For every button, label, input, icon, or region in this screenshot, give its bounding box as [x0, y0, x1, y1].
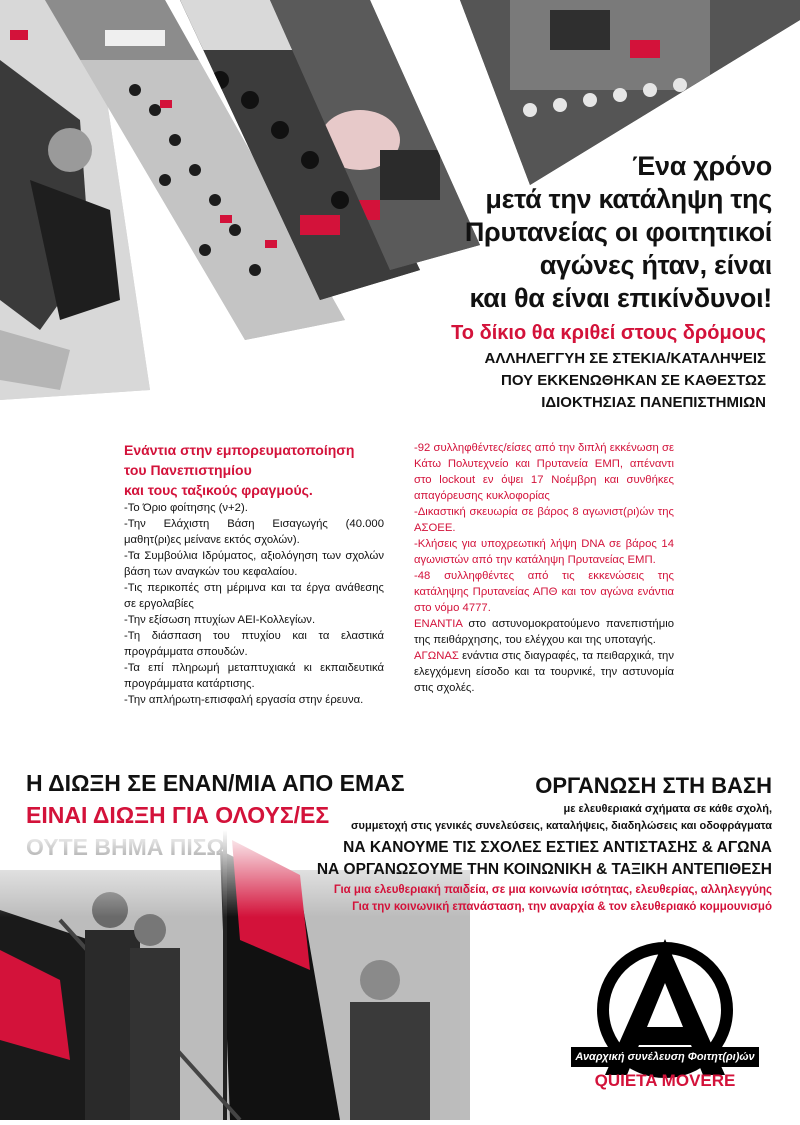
solidarity-line: ΑΛΛΗΛΕΓΓΥΗ ΣΕ ΣΤΕΚΙΑ/ΚΑΤΑΛΗΨΕΙΣ	[484, 350, 766, 367]
solidarity-line: ΠΟΥ ΕΚΚΕΝΩΘΗΚΑΝ ΣΕ ΚΑΘΕΣΤΩΣ	[501, 372, 766, 389]
list-item: -Τα επί πληρωμή μεταπτυχιακά κι εκπαιδευτικά προγράμματα κατάρτισης.	[124, 662, 384, 690]
prosecution-item: -92 συλληφθέντες/είσες από την διπλή εκκένωση σε Κάτω Πολυτεχνείο και Πρυτανεία ΕΜΠ, απέναντι στο lockout εν όψει 17 Νοέμβρη και συνθήκες απαγόρευσης κυκλοφορίας	[414, 442, 674, 502]
agonas-paragraph	[414, 648, 674, 696]
logo-banner	[571, 1047, 759, 1067]
agonas-word: ΑΓΩΝΑΣ	[414, 650, 459, 662]
headline-line: και θα είναι επικίνδυνοι!	[469, 283, 772, 313]
organisation-detail-1: με ελευθεριακά σχήματα σε κάθε σχολή,	[563, 803, 772, 815]
solidarity-line: ΙΔΙΟΚΤΗΣΙΑΣ ΠΑΝΕΠΙΣΤΗΜΙΩΝ	[541, 394, 766, 411]
organisation-detail-2: συμμετοχή στις γενικές συνελεύσεις, καταλήψεις, διαδηλώσεις και οδοφράγματα	[351, 820, 772, 832]
list-item: -Την απλήρωτη-επισφαλή εργασία στην έρευνα.	[124, 694, 364, 706]
list-item: -Το Όριο φοίτησης (ν+2).	[124, 502, 248, 514]
organisation-title: ΟΡΓΑΝΩΣΗ ΣΤΗ ΒΑΣΗ	[535, 773, 772, 798]
solidarity-block	[484, 348, 766, 414]
left-title-line: του Πανεπιστημίου	[124, 462, 252, 478]
prosecution-item: -48 συλληφθέντες από τις εκκενώσεις της κατάληψης Πρυτανείας ΑΠΘ και τον αγώνα ενάντια στο νόμο 4777.	[414, 570, 674, 614]
enantia-paragraph	[414, 616, 674, 648]
prosecution-item: -Κλήσεις για υποχρεωτική λήψη DNA σε βάρος 14 αγωνιστών από την κατάληψη Πρυτανείας ΕΜΠ.	[414, 538, 674, 566]
slogan-line-2: ΕΙΝΑΙ ΔΙΩΞΗ ΓΙΑ ΟΛΟΥΣ/ΕΣ	[26, 802, 330, 828]
call-line-2: ΝΑ ΟΡΓΑΝΩΣΟΥΜΕ ΤΗΝ ΚΟΙΝΩΝΙΚΗ & ΤΑΞΙΚΗ ΑΝΤΕΠΙΘΕΣΗ	[316, 861, 772, 878]
vision-line-2: Για την κοινωνική επανάσταση, την αναρχία & τον ελευθεριακό κομμουνισμό	[352, 901, 772, 913]
headline-line: Πρυτανείας οι φοιτητικοί	[464, 217, 772, 247]
enantia-word: ΕΝΑΝΤΙΑ	[414, 618, 463, 630]
left-title-line: Ενάντια στην εμπορευματοποίηση	[124, 442, 355, 458]
headline-line: Ένα χρόνο	[632, 151, 772, 181]
logo-name: QUIETA MOVERE	[594, 1071, 736, 1090]
left-title-line: και τους ταξικούς φραγμούς.	[124, 482, 313, 498]
list-item: -Τα Συμβούλια Ιδρύματος, αξιολόγηση των σχολών βάση των αναγκών του κεφαλαίου.	[124, 550, 384, 578]
headline	[465, 150, 772, 315]
logo-banner-text: Αναρχική συνέλευση Φοιτητ(ρι)ών	[575, 1051, 755, 1063]
enantia-text: στο αστυνομοκρατούμενο πανεπιστήμιο της πειθάρχησης, του ελέγχου και της υποταγής.	[414, 618, 674, 646]
list-item: -Την εξίσωση πτυχίων ΑΕΙ-Κολλεγίων.	[124, 614, 316, 626]
call-line-1: ΝΑ ΚΑΝΟΥΜΕ ΤΙΣ ΣΧΟΛΕΣ ΕΣΤΙΕΣ ΑΝΤΙΣΤΑΣΗΣ & ΑΓΩΝΑ	[343, 839, 772, 856]
headline-line: μετά την κατάληψη της	[485, 184, 772, 214]
agonas-text: ενάντια στις διαγραφές, τα πειθαρχικά, την ελεγχόμενη είσοδο και τα τουρνικέ, την αστυνομία στις σχολές.	[414, 650, 674, 694]
list-item: -Τις περικοπές στη μέριμνα και τα έργα ανάθεσης σε εργολαβίες	[124, 582, 384, 610]
prosecution-item: -Δικαστική σκευωρία σε βάρος 8 αγωνιστ(ρι)ών της ΑΣΟΕΕ.	[414, 506, 674, 534]
vision-line-1: Για μια ελευθεριακή παιδεία, σε μια κοινωνία ισότητας, ελευθερίας, αλληλεγγύης	[333, 884, 772, 896]
left-column	[124, 440, 384, 708]
list-item: -Τη διάσπαση του πτυχίου και τα ελαστικά προγράμματα σπουδών.	[124, 630, 384, 658]
headline-red-line: Το δίκιο θα κριθεί στους δρόμους	[451, 322, 766, 344]
right-column	[414, 440, 674, 696]
slogan-line-1: Η ΔΙΩΞΗ ΣΕ ΕΝΑΝ/ΜΙΑ ΑΠΟ ΕΜΑΣ	[26, 770, 405, 796]
list-item: -Την Ελάχιστη Βάση Εισαγωγής (40.000 μαθητ(ρι)ες μείνανε εκτός σχολών).	[124, 518, 384, 546]
anarchy-logo	[565, 935, 765, 1115]
left-column-title	[124, 440, 384, 500]
headline-line: αγώνες ήταν, είναι	[539, 250, 772, 280]
